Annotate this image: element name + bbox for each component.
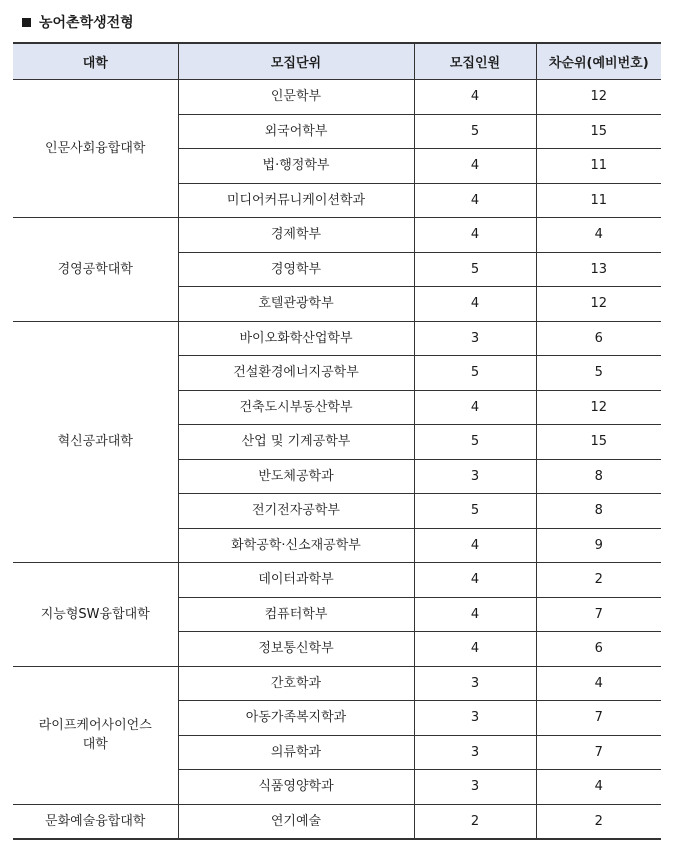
waitlist-cell: 2 bbox=[536, 804, 661, 839]
section-title bbox=[22, 12, 134, 32]
waitlist-cell: 8 bbox=[536, 459, 661, 494]
quota-cell: 5 bbox=[414, 494, 536, 529]
college-name-cell: 문화예술융합대학 bbox=[13, 804, 178, 839]
quota-cell: 5 bbox=[414, 114, 536, 149]
waitlist-cell: 11 bbox=[536, 183, 661, 218]
table-row bbox=[13, 80, 661, 115]
waitlist-cell: 12 bbox=[536, 287, 661, 322]
waitlist-cell: 5 bbox=[536, 356, 661, 391]
admission-table bbox=[13, 42, 661, 840]
unit-cell: 반도체공학과 bbox=[178, 459, 414, 494]
quota-cell: 3 bbox=[414, 321, 536, 356]
table-row bbox=[13, 218, 661, 253]
waitlist-cell: 8 bbox=[536, 494, 661, 529]
waitlist-cell: 6 bbox=[536, 632, 661, 667]
college-name-cell: 경영공학대학 bbox=[13, 218, 178, 322]
waitlist-cell: 15 bbox=[536, 114, 661, 149]
unit-cell: 호텔관광학부 bbox=[178, 287, 414, 322]
table-header-row bbox=[13, 43, 661, 80]
table-row bbox=[13, 804, 661, 839]
unit-cell: 건축도시부동산학부 bbox=[178, 390, 414, 425]
unit-cell: 데이터과학부 bbox=[178, 563, 414, 598]
unit-cell: 의류학과 bbox=[178, 735, 414, 770]
waitlist-cell: 2 bbox=[536, 563, 661, 598]
unit-cell: 화학공학·신소재공학부 bbox=[178, 528, 414, 563]
header-college: 대학 bbox=[13, 43, 178, 80]
college-name-line: 라이프케어사이언스 bbox=[38, 717, 152, 733]
header-quota: 모집인원 bbox=[414, 43, 536, 80]
quota-cell: 4 bbox=[414, 183, 536, 218]
college-name-line: 대학 bbox=[82, 737, 108, 752]
quota-cell: 3 bbox=[414, 459, 536, 494]
table-body bbox=[13, 80, 661, 840]
quota-cell: 4 bbox=[414, 149, 536, 184]
section-title-text: 농어촌학생전형 bbox=[39, 15, 134, 31]
unit-cell: 미디어커뮤니케이션학과 bbox=[178, 183, 414, 218]
unit-cell: 경제학부 bbox=[178, 218, 414, 253]
unit-cell: 법·행정학부 bbox=[178, 149, 414, 184]
unit-cell: 연기예술 bbox=[178, 804, 414, 839]
table-row bbox=[13, 666, 661, 701]
unit-cell: 건설환경에너지공학부 bbox=[178, 356, 414, 391]
unit-cell: 아동가족복지학과 bbox=[178, 701, 414, 736]
header-unit: 모집단위 bbox=[178, 43, 414, 80]
waitlist-cell: 7 bbox=[536, 597, 661, 632]
waitlist-cell: 4 bbox=[536, 666, 661, 701]
quota-cell: 4 bbox=[414, 80, 536, 115]
quota-cell: 5 bbox=[414, 425, 536, 460]
table-row bbox=[13, 321, 661, 356]
table-row bbox=[13, 563, 661, 598]
college-name-cell bbox=[13, 666, 178, 804]
waitlist-cell: 7 bbox=[536, 701, 661, 736]
unit-cell: 간호학과 bbox=[178, 666, 414, 701]
quota-cell: 4 bbox=[414, 632, 536, 667]
waitlist-cell: 6 bbox=[536, 321, 661, 356]
quota-cell: 5 bbox=[414, 356, 536, 391]
college-name-cell: 지능형SW융합대학 bbox=[13, 563, 178, 667]
unit-cell: 외국어학부 bbox=[178, 114, 414, 149]
unit-cell: 식품영양학과 bbox=[178, 770, 414, 805]
quota-cell: 4 bbox=[414, 597, 536, 632]
waitlist-cell: 7 bbox=[536, 735, 661, 770]
square-bullet-icon bbox=[22, 18, 31, 27]
college-name-cell: 혁신공과대학 bbox=[13, 321, 178, 563]
unit-cell: 정보통신학부 bbox=[178, 632, 414, 667]
waitlist-cell: 12 bbox=[536, 390, 661, 425]
waitlist-cell: 4 bbox=[536, 770, 661, 805]
waitlist-cell: 9 bbox=[536, 528, 661, 563]
waitlist-cell: 13 bbox=[536, 252, 661, 287]
unit-cell: 바이오화학산업학부 bbox=[178, 321, 414, 356]
quota-cell: 4 bbox=[414, 218, 536, 253]
quota-cell: 4 bbox=[414, 528, 536, 563]
college-name-cell: 인문사회융합대학 bbox=[13, 80, 178, 218]
waitlist-cell: 11 bbox=[536, 149, 661, 184]
header-waitlist: 차순위(예비번호) bbox=[536, 43, 661, 80]
quota-cell: 4 bbox=[414, 287, 536, 322]
unit-cell: 인문학부 bbox=[178, 80, 414, 115]
unit-cell: 컴퓨터학부 bbox=[178, 597, 414, 632]
quota-cell: 3 bbox=[414, 666, 536, 701]
quota-cell: 3 bbox=[414, 701, 536, 736]
waitlist-cell: 15 bbox=[536, 425, 661, 460]
quota-cell: 3 bbox=[414, 735, 536, 770]
quota-cell: 4 bbox=[414, 390, 536, 425]
quota-cell: 3 bbox=[414, 770, 536, 805]
unit-cell: 전기전자공학부 bbox=[178, 494, 414, 529]
unit-cell: 산업 및 기계공학부 bbox=[178, 425, 414, 460]
waitlist-cell: 12 bbox=[536, 80, 661, 115]
quota-cell: 5 bbox=[414, 252, 536, 287]
quota-cell: 2 bbox=[414, 804, 536, 839]
unit-cell: 경영학부 bbox=[178, 252, 414, 287]
waitlist-cell: 4 bbox=[536, 218, 661, 253]
quota-cell: 4 bbox=[414, 563, 536, 598]
